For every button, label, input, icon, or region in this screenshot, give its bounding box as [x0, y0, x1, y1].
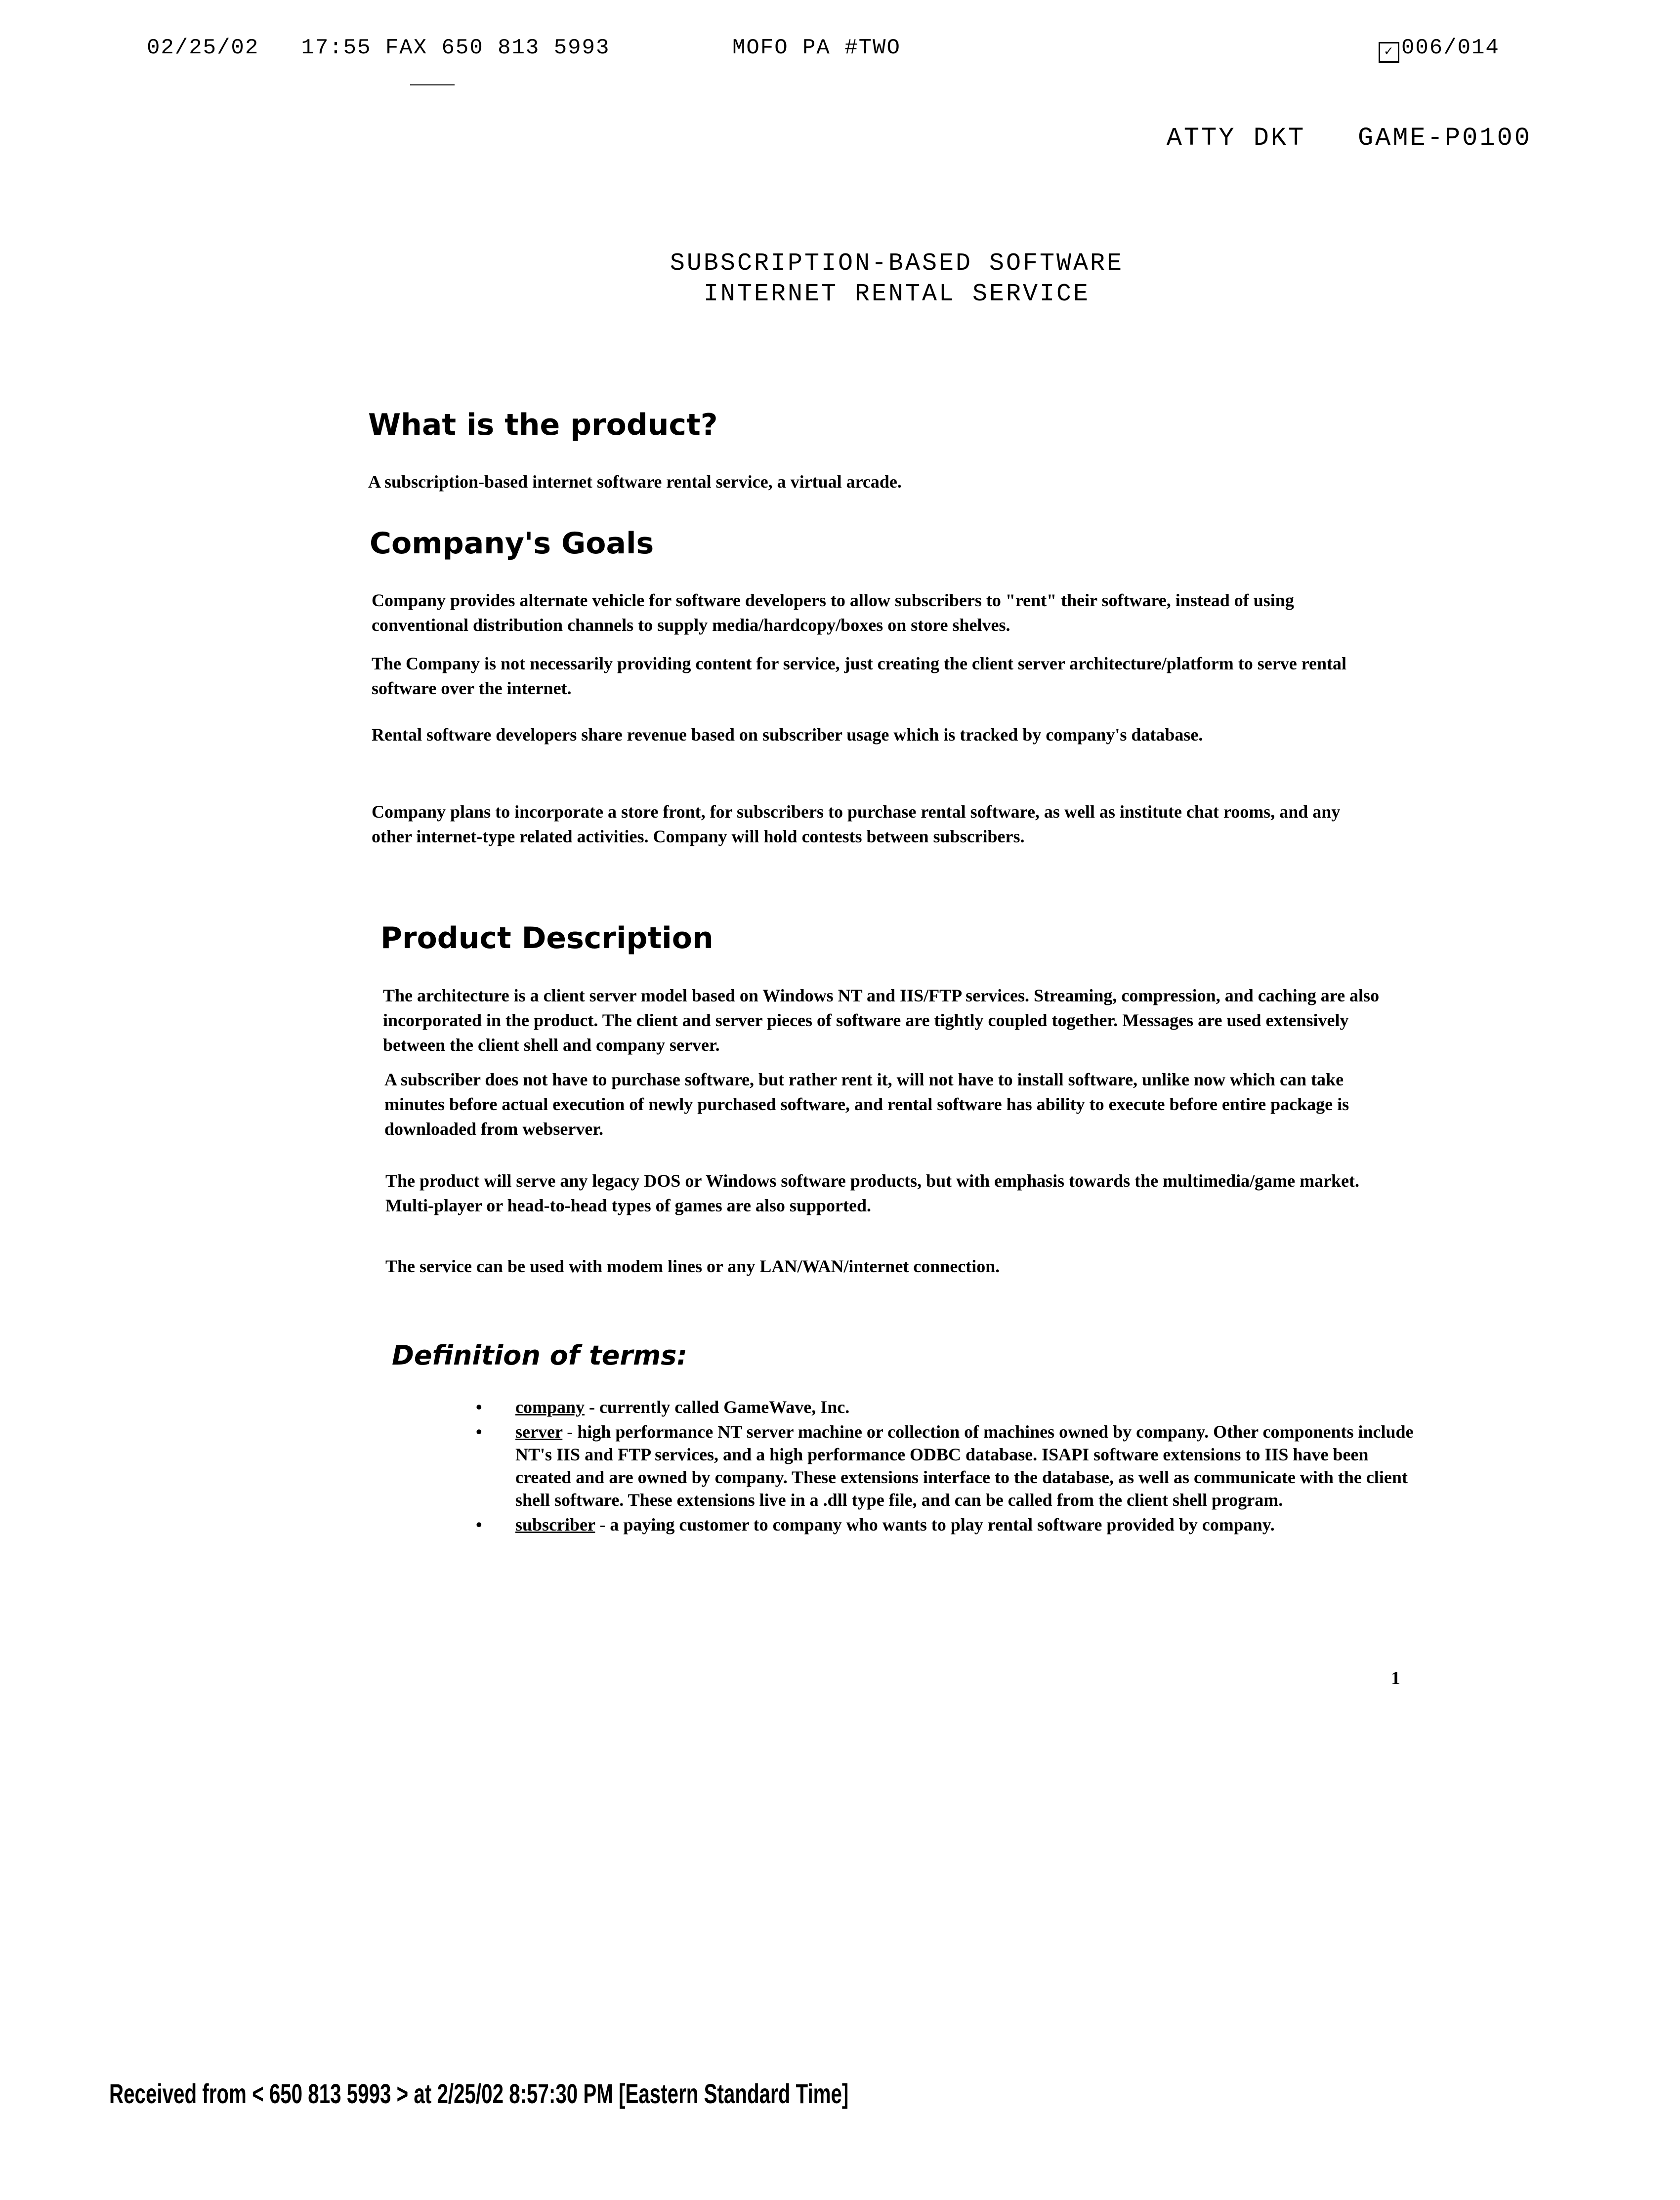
definition-text: - currently called GameWave, Inc.	[585, 1397, 849, 1417]
definition-item	[476, 1513, 1415, 1536]
heading-product: What is the product?	[368, 408, 718, 442]
description-paragraph: The service can be used with modem lines or any LAN/WAN/internet connection.	[385, 1254, 1393, 1279]
definition-term: subscriber	[515, 1515, 595, 1535]
attorney-docket: ATTY DKT GAME-P0100	[1167, 124, 1532, 153]
definitions-list	[476, 1396, 1415, 1538]
heading-goals: Company's Goals	[370, 526, 654, 561]
bullet-icon: •	[476, 1513, 482, 1536]
fax-header-left	[147, 36, 610, 60]
heading-definitions: Definition of terms:	[392, 1340, 687, 1371]
header-rule	[410, 84, 455, 85]
description-paragraph: A subscriber does not have to purchase software, but rather rent it, will not have to install software, unlike now which can take minutes before actual execution of newly purchased software, and rental software has ability to execute before entire package is downloaded from webserver.	[384, 1067, 1392, 1141]
fax-date: 02/25/02	[147, 36, 259, 60]
description-paragraph: The architecture is a client server model based on Windows NT and IIS/FTP services. Streaming, compression, and caching are also incorporated in the product. The client and server pieces of software are tightly coupled together. Messages are used extensively between the client shell and company server.	[383, 983, 1391, 1057]
fax-time: 17:55	[301, 36, 371, 60]
definition-term: server	[515, 1422, 562, 1442]
fax-page-count: 006/014	[1401, 36, 1500, 60]
heading-product-description: Product Description	[380, 921, 714, 955]
definition-item	[476, 1420, 1415, 1511]
document-title-line-1: SUBSCRIPTION-BASED SOFTWARE	[0, 249, 1680, 278]
definition-text: - high performance NT server machine or collection of machines owned by company. Other components include NT's IIS and FTP services, and a high performance ODBC database. ISAPI software extensions to IIS have been created and are owned by company. These extensions interface to the database, as well as communicate with the client shell software. These extensions live in a .dll type file, and can be called from the client shell program.	[515, 1422, 1414, 1510]
definition-term: company	[515, 1397, 585, 1417]
fax-page	[0, 0, 1680, 2200]
bullet-icon: •	[476, 1396, 482, 1418]
fax-number: FAX 650 813 5993	[385, 36, 610, 60]
document-title-line-2: INTERNET RENTAL SERVICE	[0, 280, 1680, 308]
definition-text: - a paying customer to company who wants to play rental software provided by company.	[595, 1515, 1274, 1535]
bullet-icon: •	[476, 1420, 482, 1443]
goals-paragraph: Rental software developers share revenue based on subscriber usage which is tracked by company's database.	[372, 722, 1380, 747]
fax-page-indicator	[1379, 36, 1500, 63]
goals-paragraph: The Company is not necessarily providing content for service, just creating the client server architecture/platform to serve rental software over the internet.	[372, 651, 1380, 701]
goals-paragraph: Company plans to incorporate a store front, for subscribers to purchase rental software, as well as institute chat rooms, and any other internet-type related activities. Company will hold contests between subscribers.	[372, 799, 1380, 849]
product-text: A subscription-based internet software rental service, a virtual arcade.	[368, 469, 1376, 494]
goals-paragraph: Company provides alternate vehicle for software developers to allow subscribers to "rent" their software, instead of using conventional distribution channels to supply media/hardcopy/boxes on store shelves.	[372, 588, 1380, 637]
definition-item	[476, 1396, 1415, 1418]
fax-page-icon: ✓	[1379, 42, 1399, 63]
fax-sender: MOFO PA #TWO	[732, 36, 901, 60]
description-paragraph: The product will serve any legacy DOS or Windows software products, but with emphasis towards the multimedia/game market. Multi-player or head-to-head types of games are also supported.	[385, 1168, 1393, 1218]
page-number: 1	[1391, 1667, 1400, 1689]
received-footer: Received from < 650 813 5993 > at 2/25/02 8:57:30 PM [Eastern Standard Time]	[109, 2077, 848, 2110]
